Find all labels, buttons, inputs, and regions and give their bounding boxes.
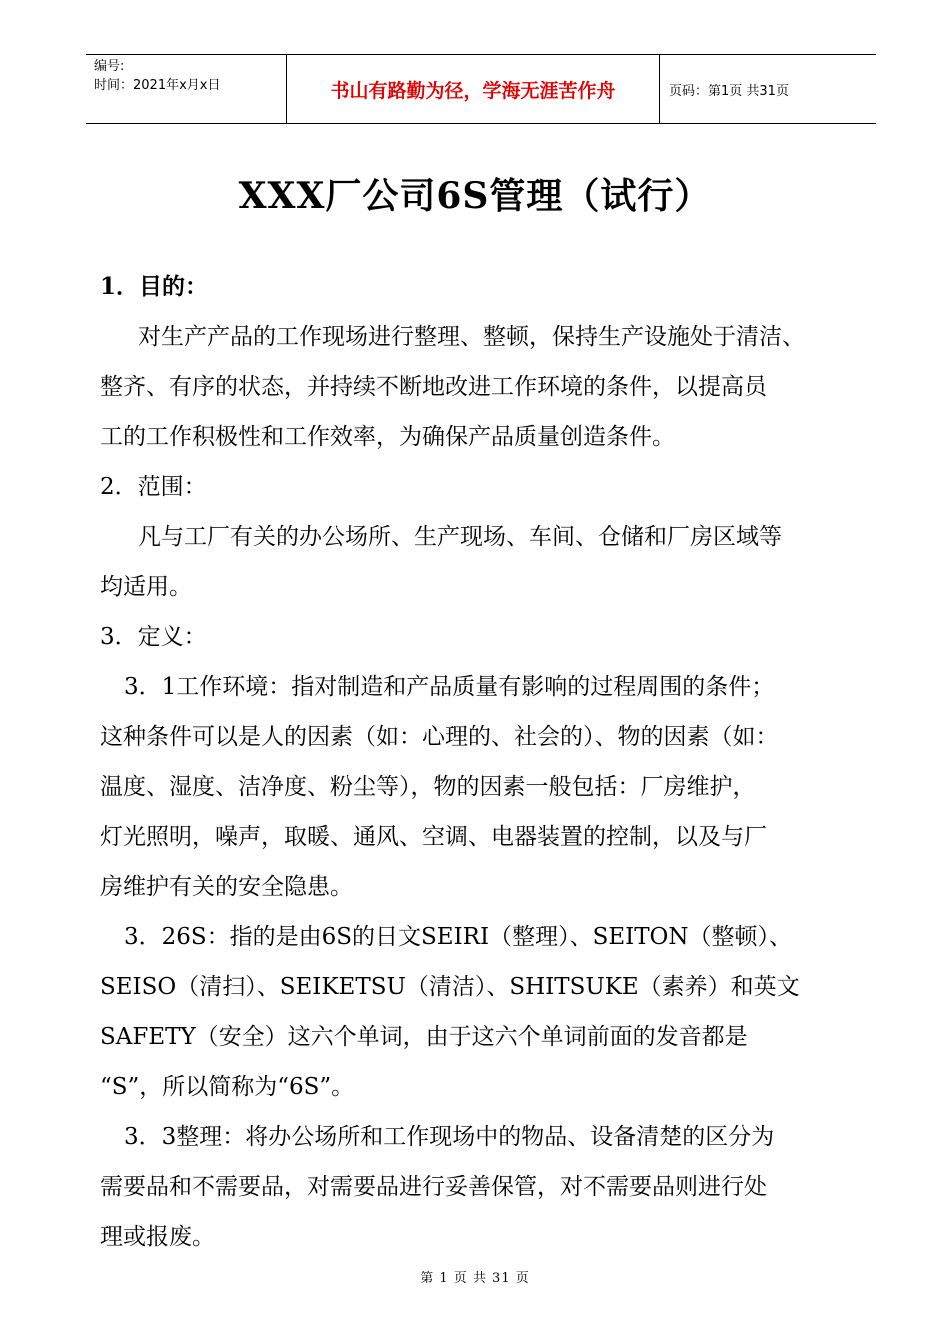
definition-line: 3．3整理：将办公场所和工作现场中的物品、设备清楚的区分为 (124, 1124, 775, 1150)
definition-line: 3．1工作环境：指对制造和产品质量有影响的过程周围的条件； (124, 674, 775, 700)
header-page-label: 页码：第1页 共31页 (669, 83, 789, 99)
section-heading-purpose: 1．目的： (100, 273, 209, 300)
section-heading-scope: 2．范围： (100, 474, 207, 500)
paragraph-line: 凡与工厂有关的办公场所、生产现场、车间、仓储和厂房区域等 (138, 524, 782, 550)
document-title: XXX厂公司6S管理（试行） (238, 175, 712, 217)
paragraph-line: 工的工作积极性和工作效率，为确保产品质量创造条件。 (100, 424, 675, 450)
document-header (86, 54, 876, 124)
paragraph-line: 均适用。 (100, 574, 192, 600)
definition-line: SAFETY（安全）这六个单词，由于这六个单词前面的发音都是 (100, 1024, 748, 1050)
definition-line: 需要品和不需要品，对需要品进行妥善保管，对不需要品则进行处 (100, 1174, 767, 1200)
definition-line: 温度、湿度、洁净度、粉尘等），物的因素一般包括：厂房维护， (100, 774, 756, 800)
paragraph-line: 对生产产品的工作现场进行整理、整顿，保持生产设施处于清洁、 (138, 324, 805, 350)
definition-line: 这种条件可以是人的因素（如：心理的、社会的）、物的因素（如： (100, 724, 779, 750)
document-body (100, 262, 880, 1262)
definition-line: 房维护有关的安全隐患。 (100, 874, 353, 900)
header-motto: 书山有路勤为径，学海无涯苦作舟 (287, 55, 660, 123)
number-label: 编号: (94, 59, 125, 74)
definition-line: 灯光照明，噪声，取暖、通风、空调、电器装置的控制，以及与厂 (100, 824, 767, 850)
definition-line: SEISO（清扫）、SEIKETSU（清洁）、SHITSUKE（素养）和英文 (100, 974, 800, 1000)
page-footer: 第 1 页 共 31 页 (420, 1271, 530, 1286)
section-heading-definition: 3．定义： (100, 624, 207, 650)
definition-line: 理或报废。 (100, 1224, 215, 1250)
definition-line: “S”，所以简称为“6S”。 (100, 1074, 355, 1100)
header-meta (86, 55, 287, 123)
time-label: 时间：2021年x月x日 (94, 78, 221, 93)
paragraph-line: 整齐、有序的状态，并持续不断地改进工作环境的条件，以提高员 (100, 374, 767, 400)
definition-line: 3．26S：指的是由6S的日文SEIRI（整理）、SEITON（整顿）、 (124, 924, 793, 950)
